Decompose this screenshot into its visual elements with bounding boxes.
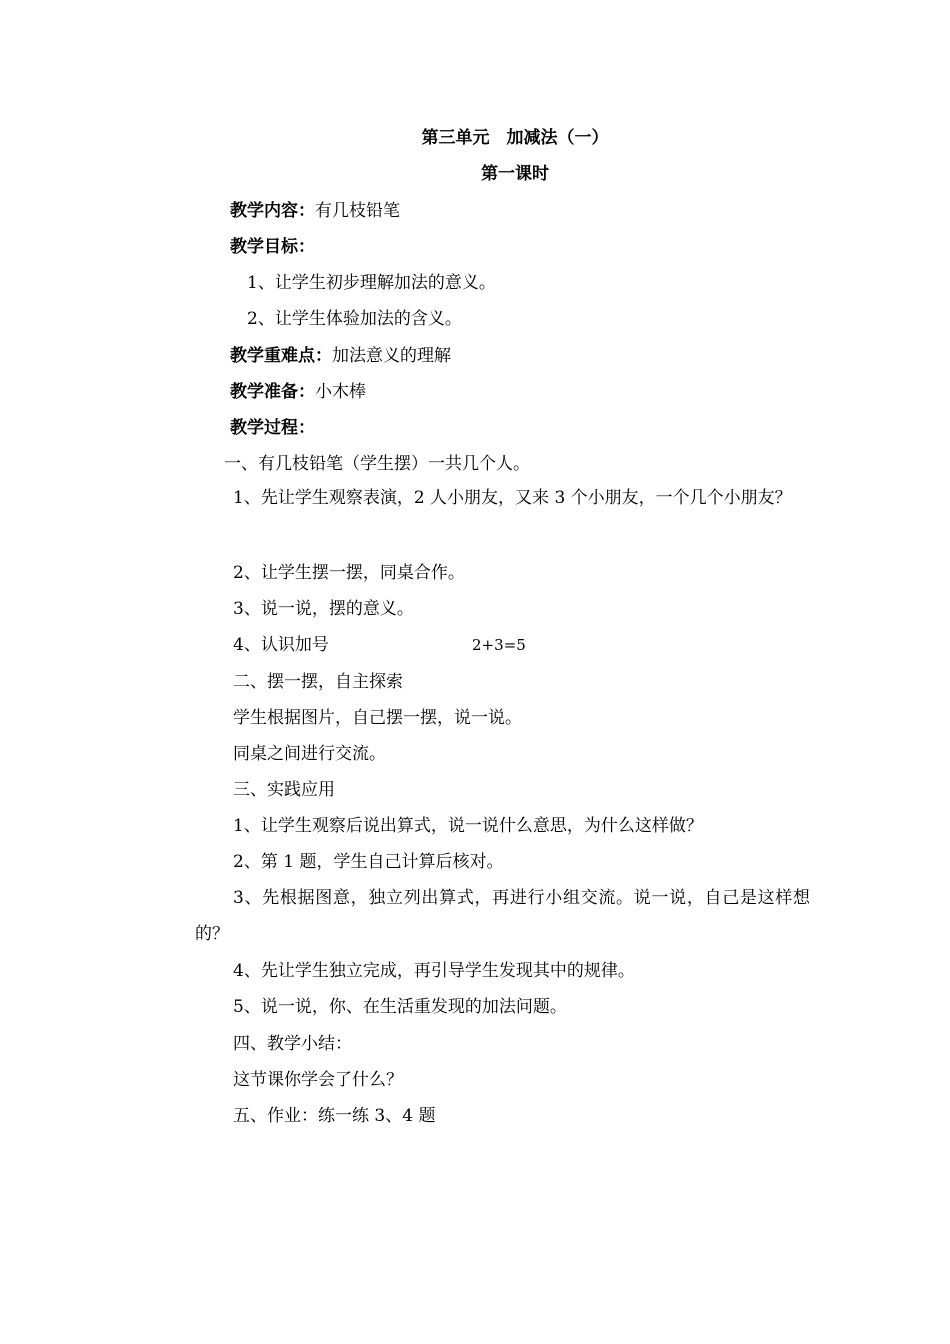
- teaching-content-value: 有几枝铅笔: [315, 201, 400, 221]
- teaching-prep-label: 教学准备：: [230, 382, 315, 402]
- teaching-process-label: 教学过程：: [230, 418, 315, 438]
- goal-item: 1、让学生初步理解加法的意义。: [247, 273, 496, 293]
- section-2-line-2: 同桌之间进行交流。: [233, 744, 386, 764]
- key-points-value: 加法意义的理解: [332, 346, 451, 366]
- section-3-item-5: 5、说一说，你、在生活重发现的加法问题。: [233, 997, 567, 1017]
- addition-equation: 2+3=5: [472, 636, 526, 654]
- teaching-content: [230, 200, 400, 222]
- section-1-item-3: 3、说一说，摆的意义。: [233, 599, 414, 619]
- section-1-item-4: 4、认识加号: [233, 635, 329, 655]
- key-points-label: 教学重难点：: [230, 346, 332, 366]
- teaching-content-label: 教学内容：: [230, 201, 315, 221]
- section-3-item-1: 1、让学生观察后说出算式，说一说什么意思，为什么这样做？: [233, 816, 703, 836]
- section-1-item-1: 1、先让学生观察表演，2 人小朋友，又来 3 个小朋友，一个几个小朋友？: [233, 488, 792, 508]
- section-4-heading: 四、教学小结：: [233, 1034, 352, 1054]
- key-points: [230, 345, 451, 367]
- teaching-goals-label: 教学目标：: [230, 237, 315, 257]
- teaching-prep-value: 小木棒: [315, 382, 366, 402]
- section-3-heading: 三、实践应用: [233, 780, 335, 800]
- page-subtitle: 第一课时: [481, 164, 549, 184]
- section-1-heading: 一、有几枝铅笔（学生摆）一共几个人。: [224, 454, 530, 474]
- section-4-line-1: 这节课你学会了什么？: [233, 1070, 403, 1090]
- page-title: 第三单元 加减法（一）: [421, 128, 609, 148]
- section-3-item-3: 3、先根据图意，独立列出算式，再进行小组交流。说一说，自己是这样想的？: [195, 888, 810, 944]
- section-2-heading: 二、摆一摆，自主探索: [233, 672, 403, 692]
- section-3-item-4: 4、先让学生独立完成，再引导学生发现其中的规律。: [233, 961, 635, 981]
- section-5-heading: 五、作业：练一练 3、4 题: [233, 1106, 436, 1126]
- section-2-line-1: 学生根据图片，自己摆一摆，说一说。: [233, 708, 522, 728]
- teaching-prep: [230, 381, 366, 403]
- section-1-item-2: 2、让学生摆一摆，同桌合作。: [233, 563, 465, 583]
- goal-item: 2、让学生体验加法的含义。: [247, 309, 462, 329]
- section-3-item-2: 2、第 1 题，学生自己计算后核对。: [233, 852, 504, 872]
